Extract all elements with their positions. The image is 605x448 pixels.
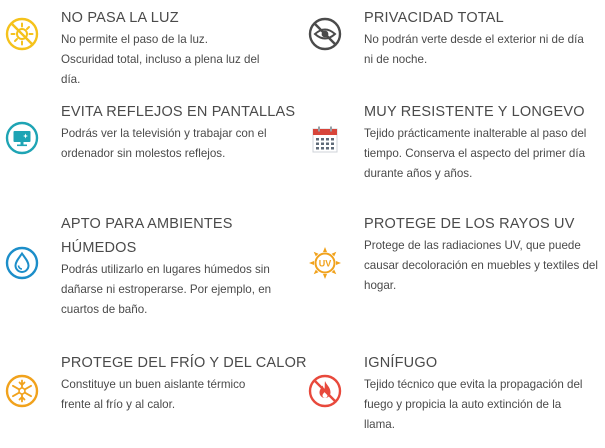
feature-description: No podrán verte desde el exterior ni de día ni de noche. (364, 33, 584, 66)
feature-description: No permite el paso de la luz. Oscuridad total, incluso a plena luz del día. (61, 33, 260, 86)
calendar-icon (308, 123, 342, 157)
feature-title: MUY RESISTENTE Y LONGEVO (364, 104, 585, 120)
feature-title: EVITA REFLEJOS EN PANTALLAS (61, 104, 296, 120)
feature-title: PRIVACIDAD TOTAL (364, 10, 504, 26)
feature-title: NO PASA LA LUZ (61, 10, 179, 26)
feature-title: APTO PARA AMBIENTES HÚMEDOS (61, 216, 233, 256)
water-drop-icon (5, 246, 39, 280)
feature-description: Tejido técnico que evita la propagación del fuego y propicia la auto extinción de la llama. (364, 378, 583, 431)
monitor-icon (5, 121, 39, 155)
feature-description: Constituye un buen aislante térmico frente al frío y al calor. (61, 378, 246, 411)
feature-description: Protege de las radiaciones UV, que puede causar decoloración en muebles y textiles del hogar. (364, 239, 598, 292)
feature-title: IGNÍFUGO (364, 355, 438, 371)
eye-slash-icon (308, 17, 342, 51)
feature-description: Podrás utilizarlo en lugares húmedos sin dañarse ni estroperarse. Por ejemplo, en cuartos de baño. (61, 263, 272, 316)
feature-title: PROTEGE DEL FRÍO Y DEL CALOR (61, 355, 307, 371)
snowflake-sun-icon (5, 374, 39, 408)
feature-title: PROTEGE DE LOS RAYOS UV (364, 216, 575, 232)
uv-sun-icon (308, 246, 342, 280)
feature-description: Podrás ver la televisión y trabajar con el ordenador sin molestos reflejos. (61, 127, 267, 160)
no-fire-icon (308, 374, 342, 408)
sun-blocked-icon (5, 17, 39, 51)
uv-label: UV (318, 258, 332, 269)
feature-description: Tejido prácticamente inalterable al paso del tiempo. Conserva el aspecto del primer día durante años y años. (364, 127, 587, 180)
